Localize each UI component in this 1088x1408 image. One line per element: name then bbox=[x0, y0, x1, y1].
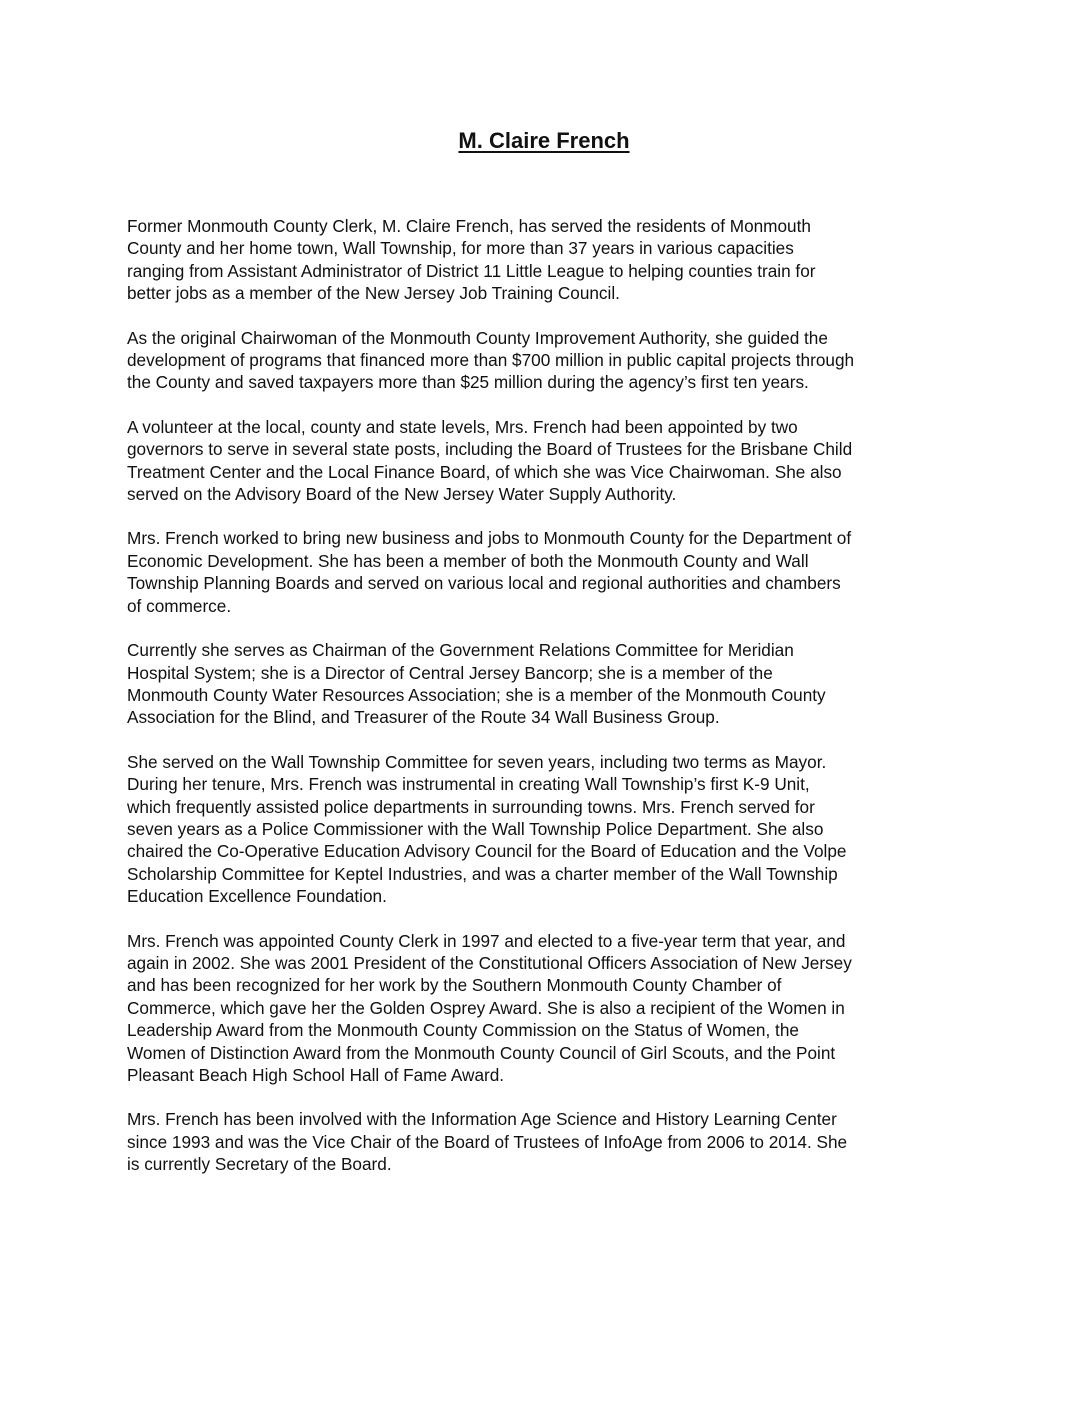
paragraph-township-committee bbox=[127, 751, 967, 908]
text-line: Women of Distinction Award from the Monmouth County Council of Girl Scouts, and the Point bbox=[127, 1042, 836, 1063]
text-line: again in 2002. She was 2001 President of the Constitutional Officers Association of New Jersey bbox=[127, 952, 852, 973]
text-line: the County and saved taxpayers more than $25 million during the agency’s first ten years. bbox=[127, 372, 809, 393]
paragraph-county-clerk bbox=[127, 930, 967, 1087]
text-line: Treatment Center and the Local Finance Board, of which she was Vice Chairwoman. She also bbox=[127, 461, 842, 482]
text-line: chaired the Co-Operative Education Advisory Council for the Board of Education and the Volpe bbox=[127, 841, 847, 862]
text-line: is currently Secretary of the Board. bbox=[127, 1154, 392, 1175]
paragraph-volunteer bbox=[127, 416, 967, 506]
text-line: During her tenure, Mrs. French was instrumental in creating Wall Township’s first K-9 Unit, bbox=[127, 774, 810, 795]
text-line: Education Excellence Foundation. bbox=[127, 886, 387, 907]
text-line: better jobs as a member of the New Jersey Job Training Council. bbox=[127, 283, 620, 304]
text-line: A volunteer at the local, county and state levels, Mrs. French had been appointed by two bbox=[127, 416, 798, 437]
document-body bbox=[127, 215, 967, 1198]
paragraph-improvement-authority bbox=[127, 327, 967, 394]
text-line: of commerce. bbox=[127, 595, 232, 616]
text-line: governors to serve in several state posts, including the Board of Trustees for the Brisbane Child bbox=[127, 439, 853, 460]
text-line: She served on the Wall Township Committee for seven years, including two terms as Mayor. bbox=[127, 751, 827, 772]
text-line: served on the Advisory Board of the New Jersey Water Supply Authority. bbox=[127, 484, 677, 505]
text-line: Commerce, which gave her the Golden Osprey Award. She is also a recipient of the Women in bbox=[127, 997, 845, 1018]
text-line: Scholarship Committee for Keptel Industries, and was a charter member of the Wall Township bbox=[127, 863, 838, 884]
text-line: seven years as a Police Commissioner with the Wall Township Police Department. She also bbox=[127, 818, 824, 839]
paragraph-intro bbox=[127, 215, 967, 305]
text-line: Leadership Award from the Monmouth County Commission on the Status of Women, the bbox=[127, 1020, 799, 1041]
text-line: Mrs. French worked to bring new business and jobs to Monmouth County for the Department of bbox=[127, 528, 852, 549]
text-line: County and her home town, Wall Township, for more than 37 years in various capacities bbox=[127, 238, 794, 259]
text-line: As the original Chairwoman of the Monmouth County Improvement Authority, she guided the bbox=[127, 327, 828, 348]
text-line: Hospital System; she is a Director of Central Jersey Bancorp; she is a member of the bbox=[127, 662, 773, 683]
text-line: Mrs. French has been involved with the Information Age Science and History Learning Center bbox=[127, 1109, 837, 1130]
text-line: Former Monmouth County Clerk, M. Claire French, has served the residents of Monmouth bbox=[127, 216, 811, 236]
paragraph-economic-development bbox=[127, 527, 967, 617]
text-line: Monmouth County Water Resources Association; she is a member of the Monmouth County bbox=[127, 684, 826, 705]
text-line: Economic Development. She has been a member of both the Monmouth County and Wall bbox=[127, 550, 809, 571]
text-line: and has been recognized for her work by the Southern Monmouth County Chamber of bbox=[127, 975, 782, 996]
text-line: Mrs. French was appointed County Clerk in 1997 and elected to a five-year term that year, and bbox=[127, 930, 846, 951]
text-line: since 1993 and was the Vice Chair of the Board of Trustees of InfoAge from 2006 to 2014. She bbox=[127, 1131, 848, 1152]
text-line: Currently she serves as Chairman of the Government Relations Committee for Meridian bbox=[127, 640, 794, 661]
paragraph-infoage bbox=[127, 1108, 967, 1175]
paragraph-current-roles bbox=[127, 639, 967, 729]
document-title: M. Claire French bbox=[458, 128, 630, 153]
text-line: development of programs that financed more than $700 million in public capital projects through bbox=[127, 350, 855, 371]
text-line: Pleasant Beach High School Hall of Fame Award. bbox=[127, 1065, 505, 1085]
text-line: which frequently assisted police departments in surrounding towns. Mrs. French served for bbox=[127, 796, 815, 817]
text-line: ranging from Assistant Administrator of District 11 Little League to helping counties train for bbox=[127, 260, 816, 281]
text-line: Township Planning Boards and served on various local and regional authorities and chambers bbox=[127, 573, 841, 594]
text-line: Association for the Blind, and Treasurer of the Route 34 Wall Business Group. bbox=[127, 707, 720, 728]
